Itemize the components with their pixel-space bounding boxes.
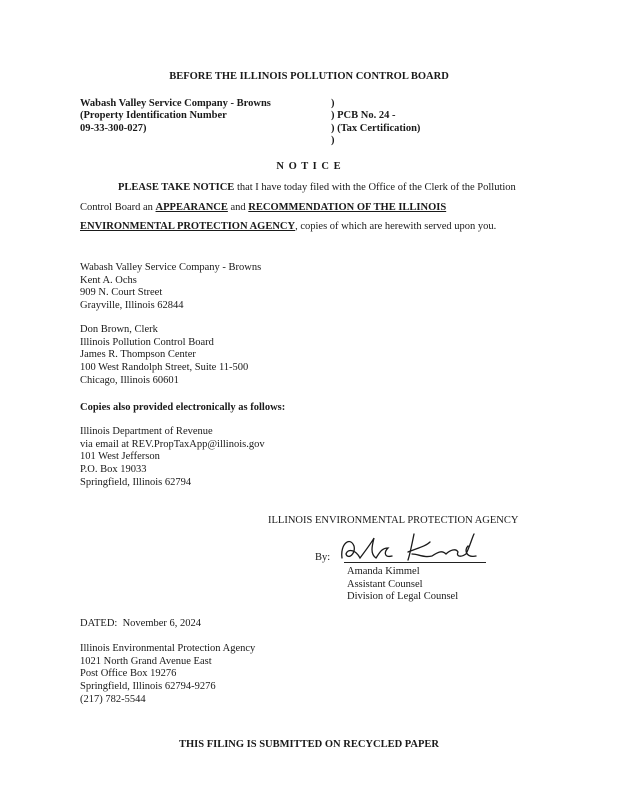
address-line: Wabash Valley Service Company - Browns <box>80 262 262 273</box>
address-line: 1021 North Grand Avenue East <box>80 655 212 667</box>
case-caption-left <box>80 98 271 135</box>
notice-and: and <box>227 202 249 213</box>
address-line: Post Office Box 19276 <box>80 668 177 680</box>
address-line: Don Brown, Clerk <box>80 324 158 335</box>
caption-line: (Property Identification Number <box>80 110 227 122</box>
recommendation-document-1: RECOMMENDATION OF THE ILLINOIS <box>248 202 447 213</box>
recipient-company <box>80 262 261 313</box>
address-line: (217) 782-5544 <box>80 693 146 705</box>
caption-line: ) <box>331 134 335 146</box>
notice-title: N O T I C E <box>276 161 342 172</box>
recipient-revenue <box>80 426 265 490</box>
caption-line: Wabash Valley Service Company - Browns <box>80 98 271 109</box>
address-line: 101 West Jefferson <box>80 451 160 463</box>
address-line: Chicago, Illinois 60601 <box>80 374 179 386</box>
recycled-paper-footer: THIS FILING IS SUBMITTED ON RECYCLED PAPER <box>178 739 440 750</box>
address-line: Grayville, Illinois 62844 <box>80 300 184 312</box>
notice-line3-rest: , copies of which are herewith served upon you. <box>295 221 497 232</box>
notice-line-1 <box>118 182 516 193</box>
dated-label: DATED: <box>80 618 118 629</box>
recipient-clerk <box>80 324 248 388</box>
address-line: 909 N. Court Street <box>80 287 163 299</box>
signatory-name: Amanda Kimmel <box>347 566 420 577</box>
caption-line: ) (Tax Certification) <box>331 122 421 134</box>
signature-by-label: By: <box>315 552 331 563</box>
signatory-division: Division of Legal Counsel <box>347 591 459 603</box>
caption-line: 09-33-300-027) <box>80 122 147 134</box>
signatory <box>347 566 458 604</box>
address-line: Kent A. Ochs <box>80 274 137 286</box>
notice-line-3 <box>80 221 496 232</box>
appearance-document: APPEARANCE <box>155 202 228 213</box>
address-line: Springfield, Illinois 62794 <box>80 476 192 488</box>
notice-line-2 <box>80 202 446 213</box>
caption-line: ) PCB No. 24 - <box>331 110 396 122</box>
notice-line2-pre: Control Board an <box>80 202 156 213</box>
dated-value: November 6, 2024 <box>122 618 202 629</box>
handwritten-signature <box>338 532 488 566</box>
caption-line: ) <box>331 98 335 109</box>
case-caption-right <box>331 98 420 147</box>
signature-line <box>344 562 486 563</box>
address-line: via email at REV.PropTaxApp@illinois.gov <box>80 438 265 450</box>
address-line: Illinois Department of Revenue <box>80 426 213 437</box>
signature-agency: ILLINOIS ENVIRONMENTAL PROTECTION AGENCY <box>268 515 519 526</box>
signatory-title: Assistant Counsel <box>347 578 423 590</box>
page-title: BEFORE THE ILLINOIS POLLUTION CONTROL BOARD <box>169 71 449 82</box>
address-line: 100 West Randolph Street, Suite 11-500 <box>80 362 249 374</box>
electronic-copies-heading: Copies also provided electronically as follows: <box>80 402 286 413</box>
agency-address <box>80 643 255 707</box>
address-line: Illinois Environmental Protection Agency <box>80 643 256 654</box>
notice-intro-rest: that I have today filed with the Office of the Clerk of the Pollution <box>234 182 516 193</box>
dated-line <box>80 618 201 631</box>
notice-intro-bold: PLEASE TAKE NOTICE <box>118 182 235 193</box>
address-line: Springfield, Illinois 62794-9276 <box>80 681 216 693</box>
address-line: Illinois Pollution Control Board <box>80 336 214 348</box>
address-line: James R. Thompson Center <box>80 349 196 361</box>
address-line: P.O. Box 19033 <box>80 464 147 476</box>
recommendation-document-2: ENVIRONMENTAL PROTECTION AGENCY <box>80 221 296 232</box>
